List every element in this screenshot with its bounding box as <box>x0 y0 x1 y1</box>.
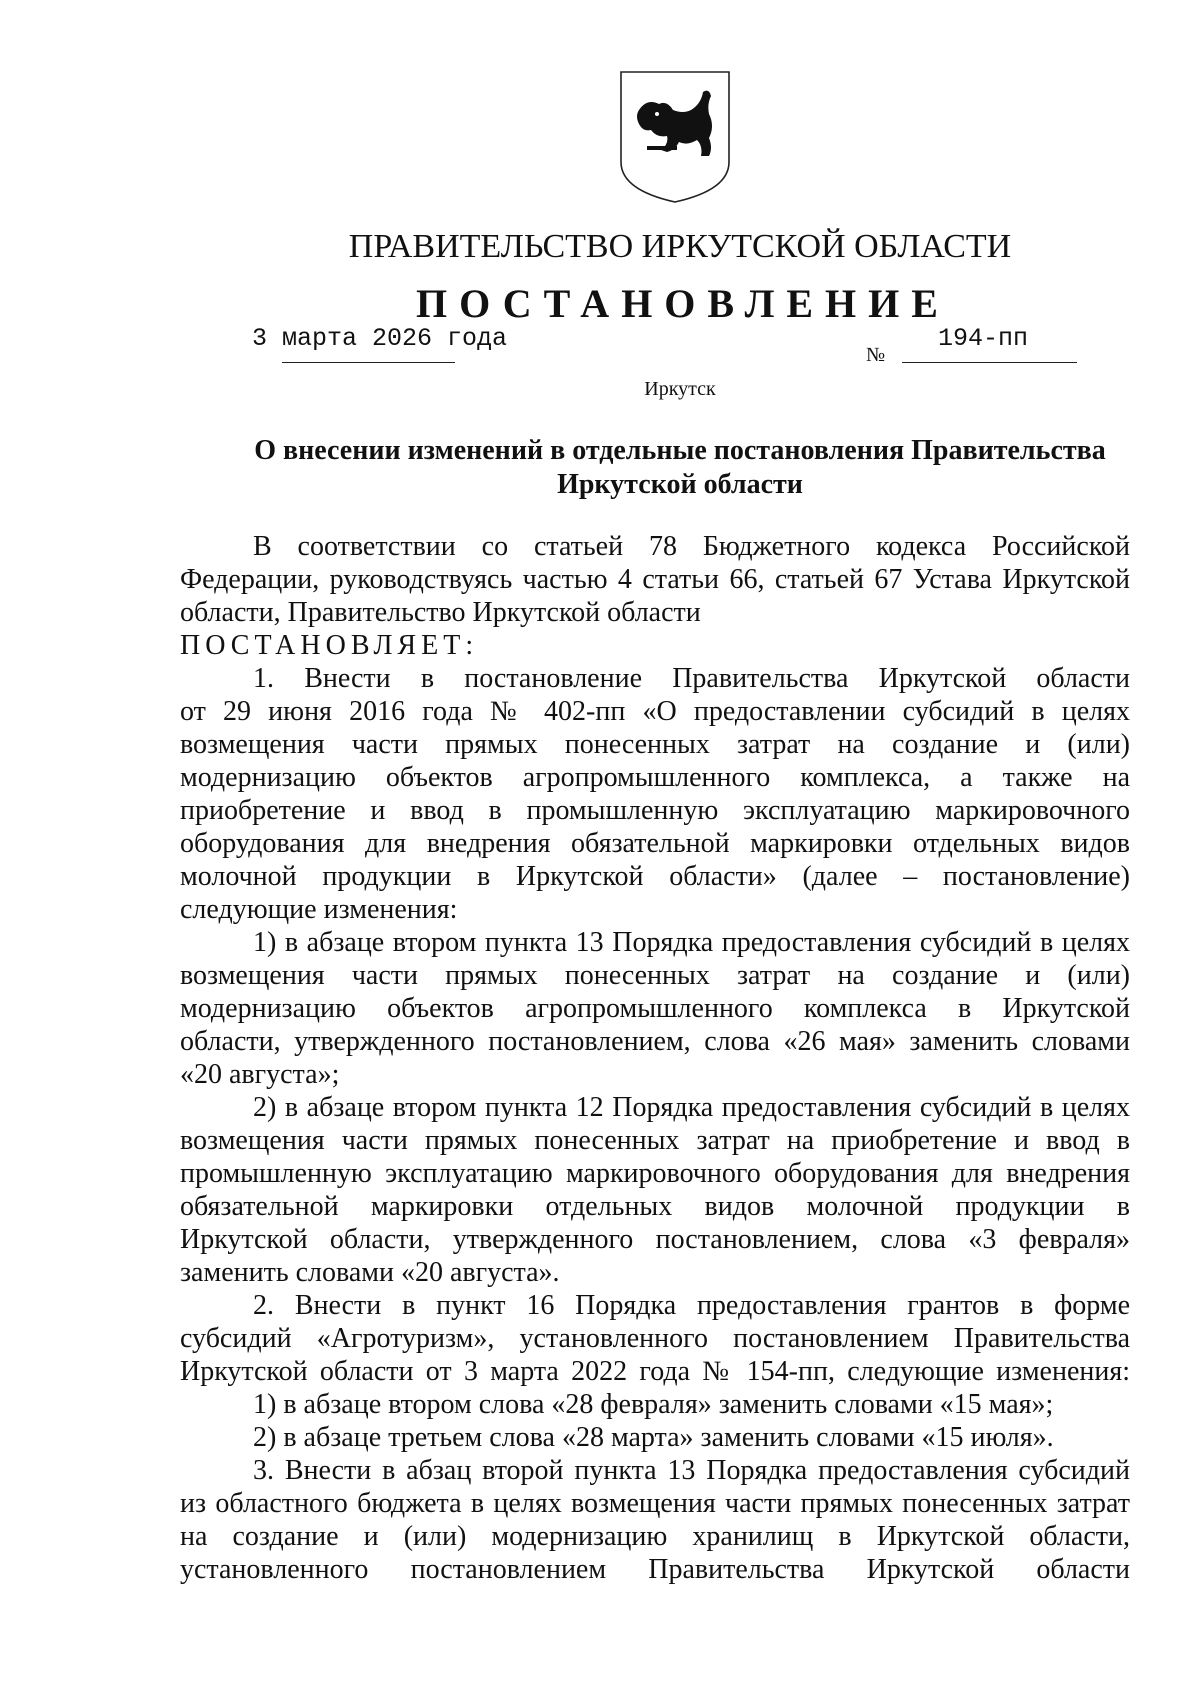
document-body <box>180 530 1130 1586</box>
body-line: промышленную эксплуатацию маркировочного оборудования для внедрения <box>180 1158 1130 1189</box>
body-line: следующие изменения: <box>180 894 458 925</box>
government-title: ПРАВИТЕЛЬСТВО ИРКУТСКОЙ ОБЛАСТИ <box>348 228 1012 265</box>
body-line: заменить словами «20 августа». <box>180 1257 560 1288</box>
body-line: «20 августа»; <box>180 1059 340 1090</box>
body-line: 2. Внести в пункт 16 Порядка предоставления грантов в форме <box>253 1290 1130 1321</box>
body-line: Иркутской области от 3 марта 2022 года № 154-пп, следующие изменения: <box>180 1356 1130 1387</box>
document-subject <box>180 434 1180 502</box>
document-type-title: ПОСТАНОВЛЕНИЕ <box>416 281 950 326</box>
body-line: субсидий «Агротуризм», установленного постановлением Правительства <box>180 1323 1130 1354</box>
body-line: возмещения части прямых понесенных затрат на создание и (или) <box>180 960 1130 991</box>
body-line: от 29 июня 2016 года № 402-пп «О предоставлении субсидий в целях <box>180 696 1130 727</box>
body-line: 1) в абзаце втором слова «28 февраля» заменить словами «15 мая»; <box>253 1389 1054 1420</box>
body-line: области, утвержденного постановлением, слова «26 мая» заменить словами <box>180 1026 1130 1057</box>
body-line: обязательной маркировки отдельных видов молочной продукции в <box>180 1191 1130 1222</box>
body-line: 2) в абзаце втором пункта 12 Порядка предоставления субсидий в целях <box>253 1092 1130 1123</box>
body-line: Иркутской области, утвержденного постановлением, слова «3 февраля» <box>180 1224 1130 1255</box>
body-line: модернизацию объектов агропромышленного комплекса, а также на <box>180 762 1130 793</box>
coat-of-arms-icon <box>617 70 733 204</box>
document-date: 3 марта 2026 года <box>252 324 508 353</box>
body-line: оборудования для внедрения обязательной маркировки отдельных видов <box>180 828 1130 859</box>
body-line: 1. Внести в постановление Правительства Иркутской области <box>253 663 1130 694</box>
body-line: Федерации, руководствуясь частью 4 статьи 66, статьей 67 Устава Иркутской <box>180 564 1130 595</box>
body-line: 1) в абзаце втором пункта 13 Порядка предоставления субсидий в целях <box>253 927 1130 958</box>
body-line: области, Правительство Иркутской области <box>180 597 701 628</box>
body-line: установленного постановлением Правительства Иркутской области <box>180 1554 1130 1585</box>
body-line: возмещения части прямых понесенных затрат на создание и (или) <box>180 729 1130 760</box>
body-line: 2) в абзаце третьем слова «28 марта» заменить словами «15 июля». <box>253 1422 1054 1453</box>
date-underline <box>282 362 455 363</box>
body-line: приобретение и ввод в промышленную эксплуатацию маркировочного <box>180 795 1130 826</box>
number-underline <box>902 362 1077 363</box>
body-line: возмещения части прямых понесенных затрат на приобретение и ввод в <box>180 1125 1130 1156</box>
subject-line: О внесении изменений в отдельные постановления Правительства <box>254 435 1106 466</box>
subject-line: Иркутской области <box>557 469 803 500</box>
number-sign: № <box>866 344 886 366</box>
body-line: ПОСТАНОВЛЯЕТ: <box>180 630 479 661</box>
body-line: В соответствии со статьей 78 Бюджетного кодекса Российской <box>253 531 1130 562</box>
body-line: на создание и (или) модернизацию хранилищ в Иркутской области, <box>180 1521 1130 1552</box>
body-line: молочной продукции в Иркутской области» (далее – постановление) <box>180 861 1130 892</box>
body-line: из областного бюджета в целях возмещения части прямых понесенных затрат <box>180 1488 1130 1519</box>
city-name: Иркутск <box>644 378 716 400</box>
body-line: 3. Внести в абзац второй пункта 13 Порядка предоставления субсидий <box>253 1455 1130 1486</box>
body-line: модернизацию объектов агропромышленного комплекса в Иркутской <box>180 993 1130 1024</box>
document-number: 194-пп <box>938 324 1029 353</box>
